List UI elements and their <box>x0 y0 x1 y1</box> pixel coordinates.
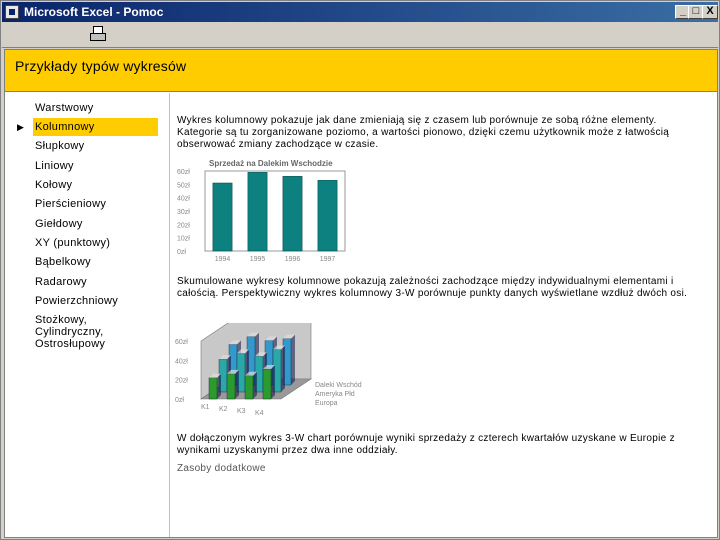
bar-front <box>263 369 271 399</box>
description-paragraph-2: Skumulowane wykresy kolumnowe pokazują zależności zachodzące między indywidualnymi elementami i całością. Perspektywiczny wykres kolumnowy 3-W porównuje punkty danych wyświetlane wzdłuż dwóch osi. <box>177 276 688 299</box>
window-title: Microsoft Excel - Pomoc <box>24 5 164 19</box>
series-label: Europa <box>315 400 338 407</box>
x-tick-label: K3 <box>237 408 246 415</box>
description-paragraph-3: W dołączonym wykres 3-W chart porównuje wyniki sprzedaży z czterech kwartałów uzyskane w Europie z wynikami uzyskanymi przez dwa inne oddziały. <box>177 433 675 456</box>
x-tick-label: 1994 <box>214 256 231 263</box>
y-tick-label: 0zł <box>175 397 184 404</box>
bar-side <box>291 335 295 385</box>
page-title: Przykłady typów wykresów <box>15 58 187 74</box>
sidebar-item-gieldowy[interactable]: Giełdowy <box>35 218 83 230</box>
x-tick-label: 1996 <box>284 256 301 263</box>
x-tick-label: K2 <box>219 406 228 413</box>
bar-front <box>245 376 253 399</box>
y-tick-label: 60zł <box>175 339 188 346</box>
sidebar-item-kolowy[interactable]: Kołowy <box>35 179 73 191</box>
bar <box>213 183 232 251</box>
bar-front <box>209 378 217 399</box>
y-tick-label: 40zł <box>175 358 188 366</box>
y-tick-label: 20zł <box>175 377 188 385</box>
bar-side <box>217 374 221 399</box>
sidebar-item-stozkowy[interactable]: Stożkowy, Cylindryczny, Ostrosłupowy <box>35 314 106 350</box>
excel-app-icon[interactable] <box>5 5 19 19</box>
main-panel <box>175 93 715 538</box>
sidebar-item-radarowy[interactable]: Radarowy <box>35 276 87 288</box>
bar-front <box>227 374 235 399</box>
bar <box>283 176 302 251</box>
close-button[interactable]: X <box>702 5 718 19</box>
bar-side <box>253 372 257 399</box>
column-chart-3d <box>175 323 365 419</box>
bar <box>248 172 267 251</box>
chart-type-sidebar <box>5 93 170 538</box>
sidebar-item-slupkowy[interactable]: Słupkowy <box>35 140 85 152</box>
x-tick-label: 1995 <box>249 256 266 263</box>
series-label: Daleki Wschód <box>315 382 362 389</box>
y-tick-label: 0zł <box>177 249 186 256</box>
y-tick-label: 50zł <box>177 182 190 190</box>
x-tick-label: K4 <box>255 410 264 417</box>
title-bar <box>2 2 718 22</box>
sidebar-item-warstwowy[interactable]: Warstwowy <box>35 102 94 114</box>
y-tick-label: 30zł <box>177 209 190 216</box>
bar-side <box>235 370 239 399</box>
minimize-button[interactable]: _ <box>675 5 691 19</box>
y-tick-label: 60zł <box>177 169 190 176</box>
x-tick-label: K1 <box>201 404 210 411</box>
chart-title: Sprzedaż na Dalekim Wschodzie <box>209 159 333 168</box>
y-tick-label: 40zł <box>177 195 190 203</box>
toolbar <box>2 22 718 48</box>
sidebar-item-babelkowy[interactable]: Bąbelkowy <box>35 256 91 268</box>
y-tick-label: 20zł <box>177 222 190 230</box>
x-tick-label: 1997 <box>319 256 336 263</box>
selection-arrow-icon: ▶ <box>17 122 24 132</box>
sidebar-item-pierscieniowy[interactable]: Pierścieniowy <box>35 198 107 210</box>
bar-side <box>271 365 275 399</box>
bar <box>318 180 337 251</box>
sidebar-item-powierzchniowy[interactable]: Powierzchniowy <box>35 295 119 307</box>
maximize-button[interactable]: □ <box>688 5 704 19</box>
sidebar-item-kolumnowy[interactable]: Kolumnowy <box>33 118 158 136</box>
sidebar-item-xy[interactable]: XY (punktowy) <box>35 237 111 249</box>
series-label: Ameryka Płd <box>315 391 355 398</box>
sidebar-item-liniowy[interactable]: Liniowy <box>35 160 74 172</box>
help-header <box>5 50 717 92</box>
description-paragraph-1: Wykres kolumnowy pokazuje jak dane zmieniają się z czasem lub porównuje ze sobą różne elementy. Kategorie są tu zorganizowane poziomo, a wartości pionowo, dzięki czemu użytkownik może z łatwością obserwować zmiany zachodzące w czasie. <box>177 115 670 150</box>
help-content <box>4 49 718 538</box>
additional-resources-link[interactable]: Zasoby dodatkowe <box>177 463 266 474</box>
bar-side <box>281 345 285 392</box>
y-tick-label: 10zł <box>177 235 190 243</box>
column-chart-2d <box>175 157 355 265</box>
print-button[interactable] <box>88 25 110 45</box>
